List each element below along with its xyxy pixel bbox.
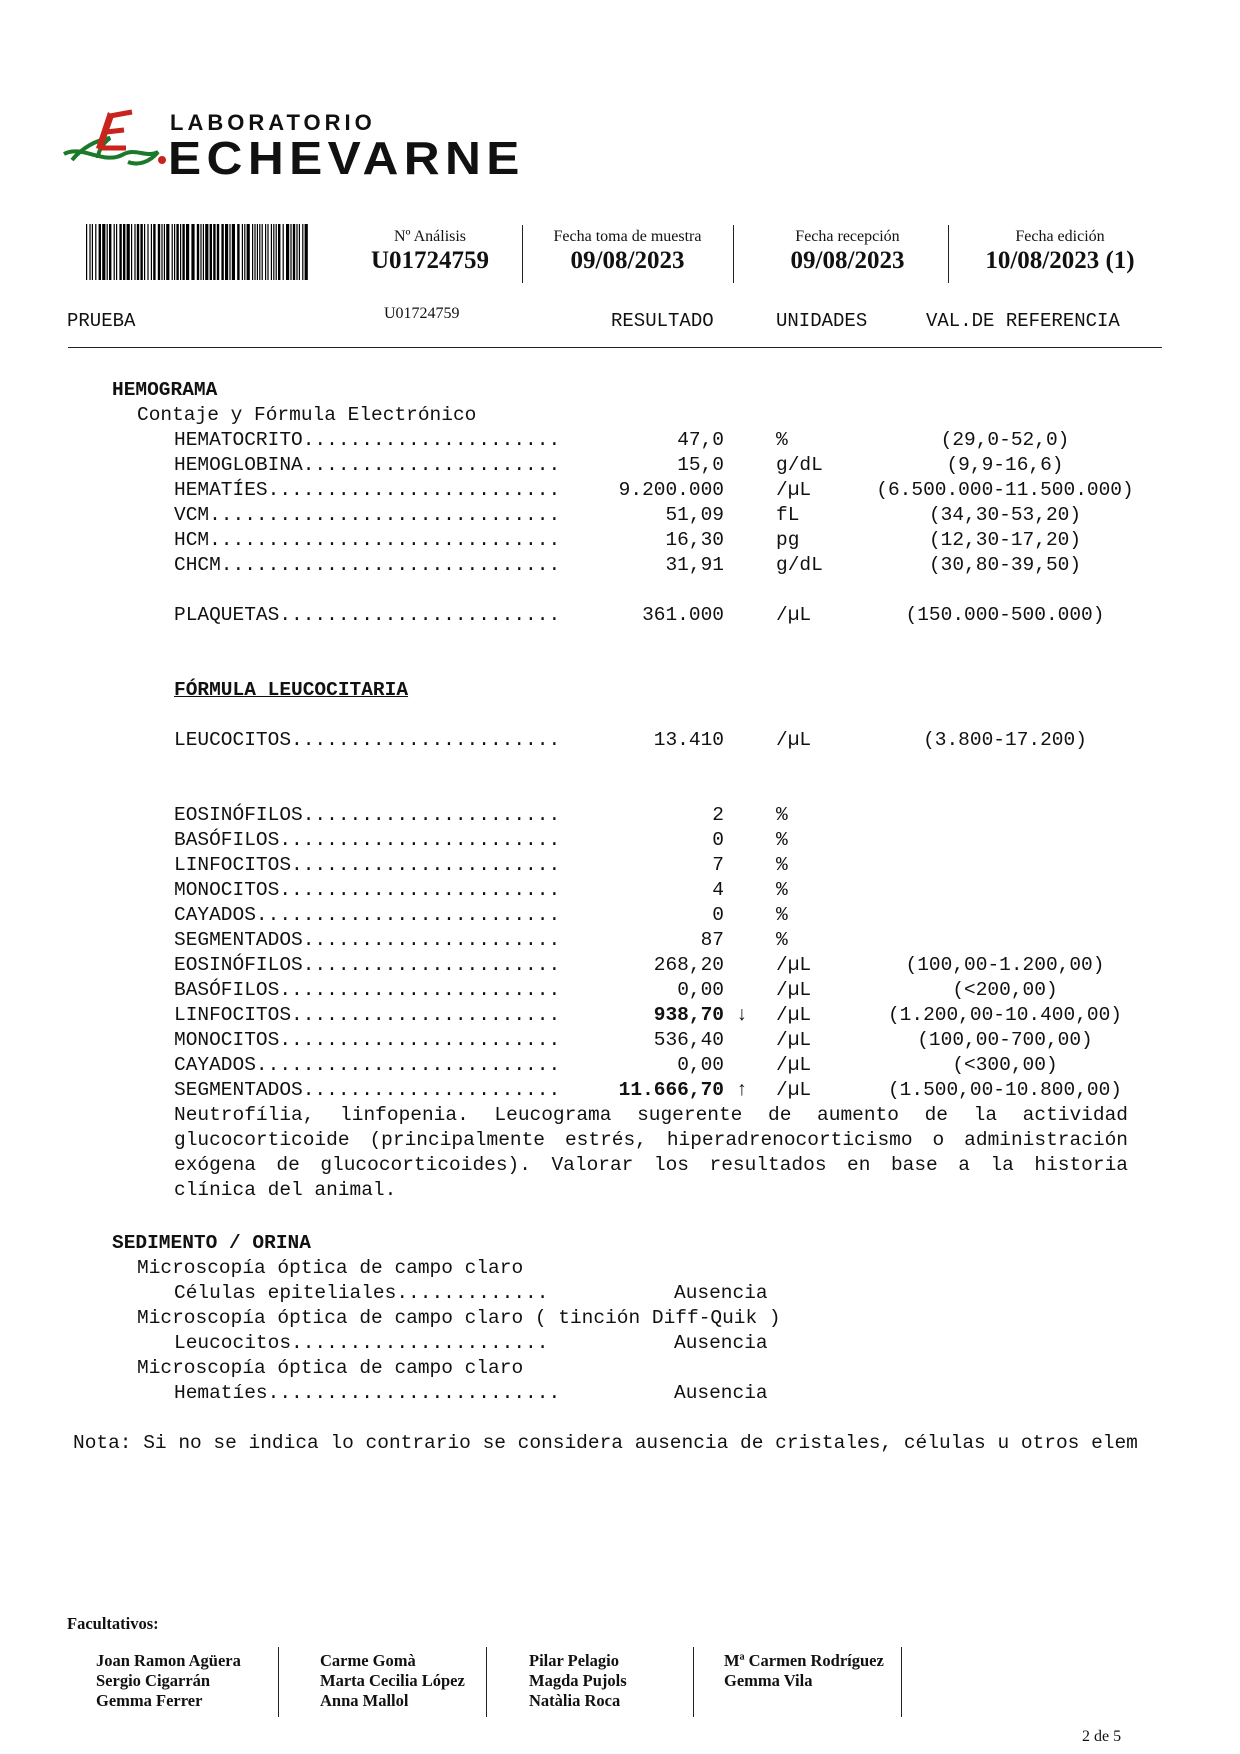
test-value: 0 (712, 829, 724, 851)
test-unit: /µL (776, 729, 812, 751)
test-name: HCM.............................. (174, 529, 561, 551)
logo-line2: ECHEVARNE (168, 132, 525, 184)
result-row (0, 1003, 1240, 1028)
test-value: 536,40 (653, 1029, 724, 1051)
test-reference: (<200,00) (952, 979, 1058, 1001)
leucocytes-result (0, 728, 1240, 753)
edition-date-value: 10/08/2023 (1) (985, 247, 1135, 274)
hemogram-results (0, 428, 1240, 578)
footer-divider (693, 1647, 694, 1717)
sample-date-value: 09/08/2023 (570, 247, 685, 274)
doctor-name: Gemma Vila (724, 1671, 813, 1690)
test-name: EOSINÓFILOS...................... (174, 954, 561, 976)
test-reference: (150.000-500.000) (905, 604, 1105, 626)
test-unit: /µL (776, 479, 812, 501)
test-value: 2 (712, 804, 724, 826)
doctor-name: Magda Pujols (529, 1671, 627, 1690)
laboratory-logo-icon (62, 108, 172, 174)
doctor-name: Marta Cecilia López (320, 1671, 465, 1690)
test-reference: (<300,00) (952, 1054, 1058, 1076)
test-value: Ausencia (674, 1382, 768, 1404)
result-row (0, 1078, 1240, 1103)
analysis-number-label: Nº Análisis (393, 228, 467, 245)
test-value: 0 (712, 904, 724, 926)
doctor-name: Pilar Pelagio (529, 1651, 619, 1670)
test-name: HEMATÍES......................... (174, 479, 561, 501)
result-row (0, 828, 1240, 853)
method-label: Microscopía óptica de campo claro (137, 1357, 524, 1379)
test-reference: (100,00-700,00) (917, 1029, 1093, 1051)
result-row (0, 503, 1240, 528)
sample-date-label: Fecha toma de muestra (553, 228, 702, 245)
test-reference: (30,80-39,50) (928, 554, 1082, 576)
test-unit: /µL (776, 604, 812, 626)
result-row (0, 1053, 1240, 1078)
footer-divider (486, 1647, 487, 1717)
test-name: LINFOCITOS....................... (174, 1004, 561, 1026)
test-reference: (12,30-17,20) (928, 529, 1082, 551)
doctor-name: Mª Carmen Rodríguez (724, 1651, 884, 1670)
flag-arrow-icon: ↓ (736, 1004, 748, 1026)
test-value: 268,20 (653, 954, 724, 976)
test-name: CAYADOS.......................... (174, 904, 561, 926)
test-value: 11.666,70 (618, 1079, 724, 1101)
doctor-name: Natàlia Roca (529, 1691, 621, 1710)
result-row (0, 903, 1240, 928)
column-units: UNIDADES (776, 310, 868, 332)
test-value: 361.000 (642, 604, 724, 626)
result-row (0, 853, 1240, 878)
reception-date-value: 09/08/2023 (790, 247, 905, 274)
test-value: 4 (712, 879, 724, 901)
test-unit: % (776, 804, 788, 826)
test-reference: (1.200,00-10.400,00) (887, 1004, 1123, 1026)
test-unit: /µL (776, 1079, 812, 1101)
test-unit: % (776, 829, 788, 851)
result-row (0, 1028, 1240, 1053)
result-row (0, 553, 1240, 578)
test-value: 9.200.000 (618, 479, 724, 501)
section-title: HEMOGRAMA (112, 379, 218, 401)
column-result: RESULTADO (611, 310, 714, 332)
test-unit: /µL (776, 1054, 812, 1076)
interpretation-comment: Neutrofília, linfopenia. Leucograma sugerente de aumento de la actividad glucocorticoide (principalmente estrés, hiperadrenocorticismo o administración exógena de glucocorticoides). Valorar los resultados en base a la historia clínica del animal. (174, 1104, 1128, 1201)
test-name: MONOCITOS........................ (174, 879, 561, 901)
test-name: SEGMENTADOS...................... (174, 1079, 561, 1101)
header-rule (68, 347, 1162, 348)
facultativos-group (724, 1651, 884, 1691)
test-name: HEMATOCRITO...................... (174, 429, 561, 451)
test-value: 87 (700, 929, 724, 951)
leucocyte-percent-results (0, 803, 1240, 953)
test-unit: g/dL (776, 454, 823, 476)
test-reference: (1.500,00-10.800,00) (887, 1079, 1123, 1101)
section-title: SEDIMENTO / ORINA (112, 1232, 311, 1254)
test-unit: /µL (776, 1004, 812, 1026)
test-unit: /µL (776, 1029, 812, 1051)
analysis-number-block (345, 228, 515, 276)
test-name: LEUCOCITOS....................... (174, 729, 561, 751)
method-label: Microscopía óptica de campo claro ( tinción Diff-Quik ) (137, 1307, 781, 1329)
analysis-number-value: U01724759 (370, 247, 490, 274)
result-row (0, 453, 1240, 478)
result-row (0, 428, 1240, 453)
facultativos-group (320, 1651, 465, 1711)
test-value: 47,0 (677, 429, 724, 451)
test-name: CAYADOS.......................... (174, 1054, 561, 1076)
test-reference: (29,0-52,0) (940, 429, 1070, 451)
reception-date-block (745, 228, 950, 276)
test-name: SEGMENTADOS...................... (174, 929, 561, 951)
test-name: VCM.............................. (174, 504, 561, 526)
facultativos-group (96, 1651, 241, 1711)
result-row (0, 728, 1240, 753)
test-value: 16,30 (665, 529, 724, 551)
test-value: Ausencia (674, 1282, 768, 1304)
test-value: 15,0 (677, 454, 724, 476)
test-name: BASÓFILOS........................ (174, 979, 561, 1001)
result-row (0, 528, 1240, 553)
leucocyte-absolute-results (0, 953, 1240, 1103)
test-value: 0,00 (677, 1054, 724, 1076)
section-subtitle: Contaje y Fórmula Electrónico (137, 404, 477, 426)
result-row (0, 978, 1240, 1003)
footer-divider (901, 1647, 902, 1717)
test-name: EOSINÓFILOS...................... (174, 804, 561, 826)
test-unit: % (776, 904, 788, 926)
test-value: Ausencia (674, 1332, 768, 1354)
edition-date-label: Fecha edición (1015, 228, 1105, 245)
result-row (0, 603, 1240, 628)
sub-analysis-code: U01724759 (384, 305, 460, 322)
test-reference: (9,9-16,6) (946, 454, 1064, 476)
reception-date-label: Fecha recepción (795, 228, 900, 245)
test-reference: (3.800-17.200) (923, 729, 1087, 751)
test-value: 31,91 (665, 554, 724, 576)
header-divider (522, 225, 523, 283)
test-value: 7 (712, 854, 724, 876)
logo-line1: LABORATORIO (170, 110, 376, 135)
footnote: Nota: Si no se indica lo contrario se considera ausencia de cristales, células u otros elem (73, 1432, 1138, 1454)
facultativos-group (529, 1651, 627, 1711)
sample-date-block (530, 228, 725, 276)
doctor-name: Gemma Ferrer (96, 1691, 203, 1710)
result-row (0, 878, 1240, 903)
test-reference: (6.500.000-11.500.000) (876, 479, 1134, 501)
test-unit: /µL (776, 954, 812, 976)
test-name: PLAQUETAS........................ (174, 604, 561, 626)
test-name: LINFOCITOS....................... (174, 854, 561, 876)
header-divider (733, 225, 734, 283)
test-name: Células epiteliales............. (174, 1282, 549, 1304)
test-unit: pg (776, 529, 800, 551)
column-reference: VAL.DE REFERENCIA (926, 310, 1120, 332)
header-divider (948, 225, 949, 283)
test-unit: g/dL (776, 554, 823, 576)
footer-divider (278, 1647, 279, 1717)
test-name: CHCM............................. (174, 554, 561, 576)
test-unit: % (776, 854, 788, 876)
test-reference: (34,30-53,20) (928, 504, 1082, 526)
section-title: FÓRMULA LEUCOCITARIA (174, 679, 409, 701)
page-number: 2 de 5 (1082, 1728, 1122, 1745)
result-row (0, 478, 1240, 503)
column-test: PRUEBA (67, 310, 136, 332)
result-row (0, 803, 1240, 828)
edition-date-block (955, 228, 1165, 276)
doctor-name: Carme Gomà (320, 1651, 416, 1670)
facultativos-label: Facultativos: (67, 1614, 159, 1633)
barcode-icon (86, 224, 311, 280)
test-reference: (100,00-1.200,00) (905, 954, 1105, 976)
test-value: 938,70 (653, 1004, 724, 1026)
test-name: MONOCITOS........................ (174, 1029, 561, 1051)
test-unit: % (776, 929, 788, 951)
test-value: 13.410 (653, 729, 724, 751)
doctor-name: Sergio Cigarrán (96, 1671, 211, 1690)
test-name: Leucocitos...................... (174, 1332, 549, 1354)
test-unit: % (776, 429, 788, 451)
test-name: Hematíes......................... (174, 1382, 561, 1404)
test-name: HEMOGLOBINA...................... (174, 454, 561, 476)
test-value: 51,09 (665, 504, 724, 526)
test-unit: /µL (776, 979, 812, 1001)
test-name: BASÓFILOS........................ (174, 829, 561, 851)
doctor-name: Joan Ramon Agüera (96, 1651, 241, 1670)
test-value: 0,00 (677, 979, 724, 1001)
result-row (0, 928, 1240, 953)
test-unit: fL (776, 504, 800, 526)
flag-arrow-icon: ↑ (736, 1079, 748, 1101)
method-label: Microscopía óptica de campo claro (137, 1257, 524, 1279)
result-row (0, 953, 1240, 978)
test-unit: % (776, 879, 788, 901)
platelets-result (0, 603, 1240, 628)
doctor-name: Anna Mallol (320, 1691, 409, 1710)
